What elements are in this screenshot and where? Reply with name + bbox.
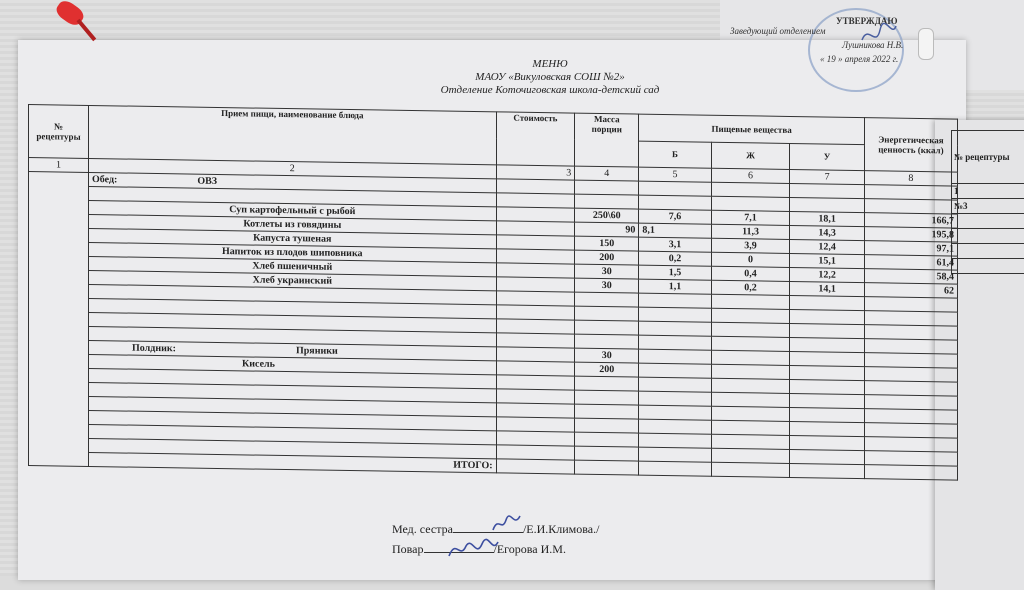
total-label: ИТОГО: xyxy=(89,452,497,472)
dish-fat: 3,9 xyxy=(711,238,790,253)
dish-fat: 7,1 xyxy=(711,210,790,225)
school-name: МАОУ «Викуловская СОШ №2» xyxy=(300,71,800,84)
side-col-num: 1 xyxy=(952,184,1024,199)
menu-header xyxy=(300,58,800,97)
nurse-signature xyxy=(490,512,524,534)
dish-name: Суп картофельный с рыбой xyxy=(89,200,497,220)
dish-name: Котлеты из говядины xyxy=(89,214,497,234)
dish-carbs: 12,4 xyxy=(790,239,864,254)
col-num: 2 xyxy=(89,158,497,178)
dish-carbs: 14,3 xyxy=(790,225,864,240)
snack-item: Кисель xyxy=(242,358,275,370)
approval-name: Лушникова Н.В. xyxy=(842,40,903,50)
dish-protein: 0,2 xyxy=(639,251,711,266)
dish-fat: 11,3 xyxy=(711,224,790,239)
dish-mass: 250\60 xyxy=(575,208,639,223)
dish-protein: 7,6 xyxy=(639,209,711,224)
col-num: 5 xyxy=(639,167,711,182)
dish-name: Хлеб пшеничный xyxy=(89,256,497,276)
col-num: 4 xyxy=(575,166,639,181)
dish-name: Напиток из плодов шиповника xyxy=(89,242,497,262)
approval-word: УТВЕРЖДАЮ xyxy=(836,16,898,26)
approval-signature xyxy=(858,20,898,50)
dish-fat: 0 xyxy=(711,252,790,267)
dish-name: Капуста тушеная xyxy=(89,228,497,248)
col-dish-header: Прием пищи, наименование блюда xyxy=(89,105,497,164)
menu-table xyxy=(28,104,958,481)
nurse-name: /Е.И.Климова./ xyxy=(523,522,600,536)
meal-label-snack: Полдник: xyxy=(132,343,176,355)
dish-protein: 8,1 xyxy=(639,223,711,238)
dish-kcal: 58,4 xyxy=(864,269,957,284)
dish-mass: 30 xyxy=(575,278,639,293)
menu-title: МЕНЮ xyxy=(300,58,800,71)
dish-carbs: 18,1 xyxy=(790,211,864,226)
col-nutrients-header: Пищевые вещества xyxy=(639,114,865,144)
approval-date: « 19 » апреля 2022 г. xyxy=(820,54,898,64)
col-num: 8 xyxy=(864,171,957,186)
cook-signature xyxy=(446,536,502,562)
dish-mass: 30 xyxy=(575,264,639,279)
dish-carbs: 14,1 xyxy=(790,281,864,296)
nurse-role: Мед. сестра xyxy=(392,522,453,536)
nutrient-zh: Ж xyxy=(711,142,790,170)
dish-carbs: 15,1 xyxy=(790,253,864,268)
snack-mass: 30 xyxy=(575,348,639,363)
dish-name: Хлеб украинский xyxy=(89,270,497,290)
dish-mass: 90 xyxy=(575,222,639,237)
dish-mass: 150 xyxy=(575,236,639,251)
cook-name: /Егорова И.М. xyxy=(494,542,566,556)
dish-protein: 1,5 xyxy=(639,265,711,280)
approval-head: Заведующий отделением xyxy=(730,26,826,36)
side-recipe-no: №3 xyxy=(952,199,1024,214)
meal-tag: ОВЗ xyxy=(197,176,217,187)
col-cost-header: Стоимость xyxy=(496,112,575,166)
col-energy-header: Энергетическая ценность (ккал) xyxy=(864,118,957,172)
dish-fat: 0,2 xyxy=(711,280,790,295)
dish-fat: 0,4 xyxy=(711,266,790,281)
department-name: Отделение Коточиговская школа-детский сад xyxy=(300,84,800,97)
col-recipe-header: № рецептуры xyxy=(29,105,89,159)
dish-kcal: 97,1 xyxy=(864,241,957,256)
meal-label-lunch: Обед: xyxy=(92,174,117,185)
dish-kcal: 195,8 xyxy=(864,227,957,242)
col-mass-header: Масса порции xyxy=(575,113,639,167)
col-num: 3 xyxy=(496,165,575,180)
dish-kcal: 61,4 xyxy=(864,255,957,270)
dish-mass: 200 xyxy=(575,250,639,265)
dish-protein: 3,1 xyxy=(639,237,711,252)
snack-mass: 200 xyxy=(575,362,639,377)
col-num: 6 xyxy=(711,168,790,183)
col-num: 1 xyxy=(29,158,89,173)
snack-item: Пряники xyxy=(296,345,338,357)
nutrient-u: У xyxy=(790,143,864,171)
cook-role: Повар xyxy=(392,542,424,556)
dish-protein: 1,1 xyxy=(639,279,711,294)
side-col-recipe: № рецептуры xyxy=(952,131,1024,184)
col-num: 7 xyxy=(790,169,864,184)
dish-kcal: 62 xyxy=(864,283,957,298)
nutrient-b: Б xyxy=(639,141,711,169)
dish-kcal: 166,7 xyxy=(864,213,957,228)
dish-carbs: 12,2 xyxy=(790,267,864,282)
